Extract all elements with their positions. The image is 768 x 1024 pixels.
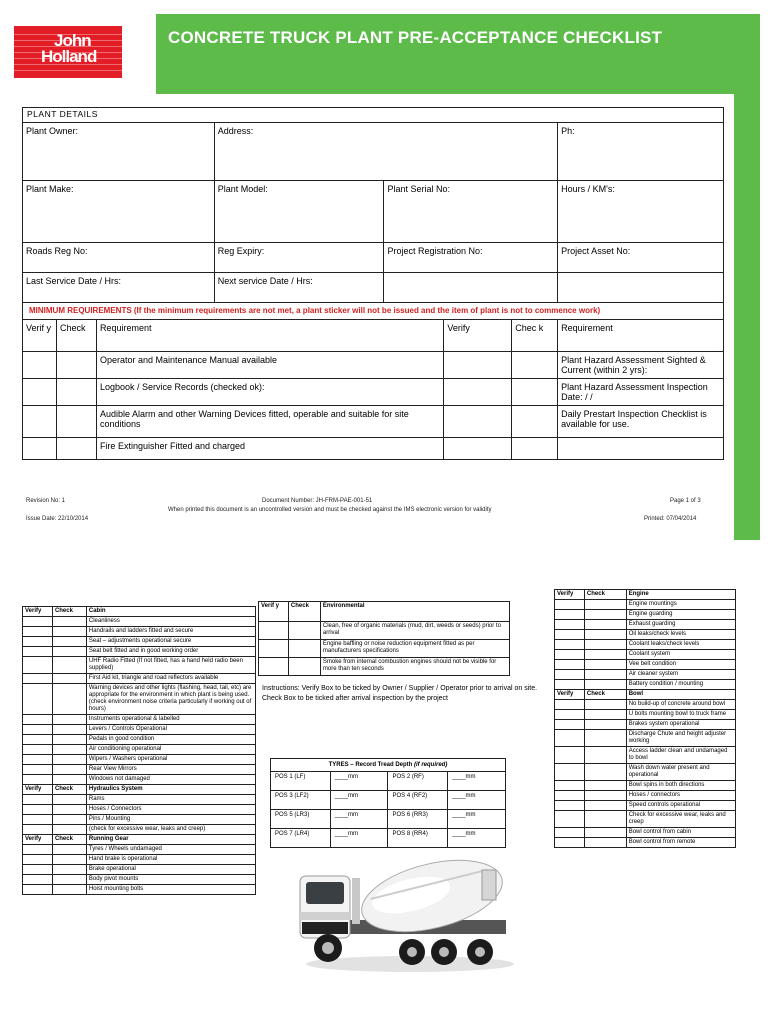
section-header-row <box>23 785 256 795</box>
section-header-row <box>23 607 256 617</box>
revision-number: Revision No: 1 <box>26 498 66 504</box>
table-row <box>555 630 736 640</box>
col-check: Check <box>52 785 86 795</box>
check-checkbox[interactable] <box>52 684 86 715</box>
document-number: Document Number: JH-FRM-PAE-001-51 <box>262 498 373 504</box>
check-checkbox[interactable] <box>52 885 86 895</box>
table-row <box>23 657 256 674</box>
verify-checkbox[interactable] <box>555 600 585 610</box>
col-check: Check <box>56 320 96 352</box>
check-checkbox[interactable] <box>512 438 558 460</box>
verify-checkbox[interactable] <box>23 745 53 755</box>
tyre-pos-label: POS 5 (LR3) <box>271 810 331 829</box>
page-title: CONCRETE TRUCK PLANT PRE-ACCEPTANCE CHECKLIST <box>168 28 663 47</box>
col-verify-2: Verify <box>444 320 512 352</box>
table-row <box>23 775 256 785</box>
tyre-pos-label: POS 2 (RF) <box>388 772 448 791</box>
table-row <box>23 674 256 684</box>
requirement-item: Daily Prestart Inspection Checklist is available for use. <box>558 406 724 438</box>
list-item: Warning devices and other lights (flashing, head, tail, etc) are appropriate for the environment in which plant is being used. (check environment noise criteria particularly if working out of hours) <box>86 684 255 715</box>
list-item: Battery condition / mounting <box>626 680 735 690</box>
list-item: Brakes system operational <box>626 720 735 730</box>
section-header-row <box>555 590 736 600</box>
cabin-checklist-table <box>22 606 256 895</box>
check-checkbox[interactable] <box>584 828 626 838</box>
next-service-field[interactable]: Next service Date / Hrs: <box>214 273 384 303</box>
list-item: Vee belt condition <box>626 660 735 670</box>
reg-expiry-field[interactable]: Reg Expiry: <box>214 243 384 273</box>
table-row <box>23 855 256 865</box>
col-verify: Verif y <box>259 602 289 622</box>
verify-checkbox[interactable] <box>23 725 53 735</box>
tyre-depth-field[interactable]: ____mm <box>448 791 506 810</box>
requirement-item: Plant Hazard Assessment Sighted & Current (within 2 yrs): <box>558 352 724 379</box>
col-verify: Verify <box>555 590 585 600</box>
table-row <box>555 828 736 838</box>
hours-field[interactable]: Hours / KM's: <box>558 181 724 243</box>
list-item: Exhaust guarding <box>626 620 735 630</box>
list-item: Smoke from internal combustion engines should not be visible for more than ten seconds <box>320 658 509 676</box>
blank-field-1[interactable] <box>384 273 558 303</box>
check-checkbox[interactable] <box>52 725 86 735</box>
table-row <box>23 725 256 735</box>
list-item: Engine mountings <box>626 600 735 610</box>
list-item: Tyres / Wheels undamaged <box>86 845 255 855</box>
check-checkbox[interactable] <box>584 710 626 720</box>
col-check: Check <box>52 835 86 845</box>
section-header-row <box>555 690 736 700</box>
verify-checkbox[interactable] <box>555 811 585 828</box>
requirement-item: Plant Hazard Assessment Inspection Date: / / <box>558 379 724 406</box>
check-checkbox[interactable] <box>512 406 558 438</box>
check-checkbox[interactable] <box>52 627 86 637</box>
check-checkbox[interactable] <box>584 747 626 764</box>
col-check: Check <box>288 602 320 622</box>
verify-checkbox[interactable] <box>555 710 585 720</box>
verify-checkbox[interactable] <box>555 730 585 747</box>
list-item: Wipers / Washers operational <box>86 755 255 765</box>
tyre-depth-field[interactable]: ____mm <box>330 829 388 848</box>
check-checkbox[interactable] <box>52 745 86 755</box>
verify-checkbox[interactable] <box>23 795 53 805</box>
table-row <box>23 647 256 657</box>
plant-details-table <box>22 107 724 460</box>
verify-checkbox[interactable] <box>555 781 585 791</box>
table-row <box>555 838 736 848</box>
side-accent-bar <box>734 94 760 540</box>
verify-checkbox[interactable] <box>23 637 53 647</box>
list-item: Brake operational <box>86 865 255 875</box>
verify-checkbox[interactable] <box>555 791 585 801</box>
tyre-pos-label: POS 1 (LF) <box>271 772 331 791</box>
verify-checkbox[interactable] <box>555 838 585 848</box>
table-row <box>555 610 736 620</box>
plant-make-field[interactable]: Plant Make: <box>23 181 215 243</box>
table-row <box>23 637 256 647</box>
table-row <box>555 620 736 630</box>
section-title: Cabin <box>86 607 255 617</box>
verify-checkbox[interactable] <box>23 825 53 835</box>
table-row <box>555 650 736 660</box>
list-item: No build-up of concrete around bowl <box>626 700 735 710</box>
tyres-heading <box>271 759 506 772</box>
verify-checkbox[interactable] <box>23 805 53 815</box>
verify-checkbox[interactable] <box>23 775 53 785</box>
verify-checkbox[interactable] <box>444 352 512 379</box>
engine-bowl-table <box>554 589 736 848</box>
check-checkbox[interactable] <box>584 680 626 690</box>
check-checkbox[interactable] <box>288 622 320 640</box>
list-item: Windows not damaged <box>86 775 255 785</box>
list-item: Air conditioning operational <box>86 745 255 755</box>
tyre-depth-field[interactable]: ____mm <box>448 772 506 791</box>
check-checkbox[interactable] <box>52 765 86 775</box>
table-row <box>23 765 256 775</box>
check-checkbox[interactable] <box>52 674 86 684</box>
section-header-row <box>23 835 256 845</box>
list-item: Seat – adjustments operational secure <box>86 637 255 647</box>
last-service-field[interactable]: Last Service Date / Hrs: <box>23 273 215 303</box>
check-checkbox[interactable] <box>584 781 626 791</box>
verify-checkbox[interactable] <box>555 650 585 660</box>
table-row <box>555 660 736 670</box>
check-checkbox[interactable] <box>52 845 86 855</box>
table-row <box>23 885 256 895</box>
list-item: Levers / Controls Operational <box>86 725 255 735</box>
check-checkbox[interactable] <box>56 352 96 379</box>
table-row <box>555 670 736 680</box>
printed-date: Printed: 07/04/2014 <box>644 516 697 522</box>
table-row <box>555 680 736 690</box>
check-checkbox[interactable] <box>584 610 626 620</box>
check-checkbox[interactable] <box>52 715 86 725</box>
check-checkbox[interactable] <box>52 825 86 835</box>
plant-model-field[interactable]: Plant Model: <box>214 181 384 243</box>
plant-owner-field[interactable]: Plant Owner: <box>23 123 215 181</box>
section-title: Bowl <box>626 690 735 700</box>
list-item: Bowl control from cabin <box>626 828 735 838</box>
list-item: Coolant system <box>626 650 735 660</box>
verify-checkbox[interactable] <box>555 670 585 680</box>
list-item: Coolant leaks/check levels <box>626 640 735 650</box>
tyres-table <box>270 758 506 848</box>
list-item: Hand brake is operational <box>86 855 255 865</box>
table-row <box>23 684 256 715</box>
table-row <box>555 600 736 610</box>
verify-checkbox[interactable] <box>23 875 53 885</box>
list-item: Clean, free of organic materials (mud, dirt, weeds or seeds) prior to arrival <box>320 622 509 640</box>
tyre-depth-field[interactable]: ____mm <box>330 791 388 810</box>
check-checkbox[interactable] <box>512 352 558 379</box>
tyre-pos-label: POS 8 (RR4) <box>388 829 448 848</box>
list-item: Handrails and ladders fitted and secure <box>86 627 255 637</box>
title-banner <box>156 14 760 94</box>
check-checkbox[interactable] <box>584 791 626 801</box>
logo-line-2: Holland <box>41 47 97 66</box>
list-item: Bowl spins in both directions <box>626 781 735 791</box>
check-checkbox[interactable] <box>52 617 86 627</box>
verify-checkbox[interactable] <box>555 610 585 620</box>
verify-checkbox[interactable] <box>555 660 585 670</box>
address-field[interactable]: Address: <box>214 123 557 181</box>
company-logo <box>14 26 122 78</box>
check-checkbox[interactable] <box>584 764 626 781</box>
instructions-text: Instructions: Verify Box to be ticked by Owner / Supplier / Operator prior to arrival on site. Check Box to be ticked after arrival inspection by the project <box>262 685 538 702</box>
col-verify: Verify <box>23 835 53 845</box>
check-checkbox[interactable] <box>52 647 86 657</box>
check-checkbox[interactable] <box>56 406 96 438</box>
requirement-item: Logbook / Service Records (checked ok): <box>96 379 443 406</box>
table-row <box>23 805 256 815</box>
plant-details-heading: PLANT DETAILS <box>23 108 724 123</box>
verify-checkbox[interactable] <box>23 855 53 865</box>
minimum-requirements-heading: MINIMUM REQUIREMENTS (If the minimum requirements are not met, a plant sticker will not be issued and the item of plant is not to commence work) <box>23 303 724 320</box>
list-item: Rams <box>86 795 255 805</box>
list-item: Rear View Mirrors <box>86 765 255 775</box>
requirement-item: Fire Extinguisher Fitted and charged <box>96 438 443 460</box>
verify-checkbox[interactable] <box>444 438 512 460</box>
table-row <box>555 720 736 730</box>
verify-checkbox[interactable] <box>555 620 585 630</box>
verify-checkbox[interactable] <box>555 747 585 764</box>
col-requirement: Requirement <box>96 320 443 352</box>
table-row <box>23 735 256 745</box>
list-item: Pedals in good condition <box>86 735 255 745</box>
list-item: Access ladder clean and undamaged to bowl <box>626 747 735 764</box>
list-item: (check for excessive wear, leaks and creep) <box>86 825 255 835</box>
check-checkbox[interactable] <box>584 720 626 730</box>
list-item: Air cleaner system <box>626 670 735 680</box>
check-checkbox[interactable] <box>52 805 86 815</box>
blank-field-2[interactable] <box>558 273 724 303</box>
check-checkbox[interactable] <box>288 658 320 676</box>
verify-checkbox[interactable] <box>23 627 53 637</box>
verify-checkbox[interactable] <box>555 720 585 730</box>
check-checkbox[interactable] <box>512 379 558 406</box>
list-item: First Aid kit, triangle and road reflectors available <box>86 674 255 684</box>
verify-checkbox[interactable] <box>555 764 585 781</box>
table-row <box>23 715 256 725</box>
check-checkbox[interactable] <box>584 650 626 660</box>
table-row <box>23 825 256 835</box>
roads-reg-field[interactable]: Roads Reg No: <box>23 243 215 273</box>
tyre-pos-label: POS 3 (LF2) <box>271 791 331 810</box>
table-row <box>555 801 736 811</box>
check-checkbox[interactable] <box>52 815 86 825</box>
verify-checkbox[interactable] <box>23 815 53 825</box>
verify-checkbox[interactable] <box>23 684 53 715</box>
col-verify: Verify <box>23 607 53 617</box>
check-checkbox[interactable] <box>584 620 626 630</box>
verify-checkbox[interactable] <box>259 640 289 658</box>
verify-checkbox[interactable] <box>555 700 585 710</box>
verify-checkbox[interactable] <box>23 647 53 657</box>
check-checkbox[interactable] <box>584 700 626 710</box>
section-title: Running Gear <box>86 835 255 845</box>
tyres-title: TYRES – Record Tread Depth <box>328 762 413 768</box>
list-item: Instruments operational & labelled <box>86 715 255 725</box>
list-item: UHF Radio Fitted (If not fitted, has a hand held radio been supplied) <box>86 657 255 674</box>
tyre-depth-field[interactable]: ____mm <box>448 810 506 829</box>
col-verify: Verify <box>555 690 585 700</box>
check-checkbox[interactable] <box>52 657 86 674</box>
plant-serial-field[interactable]: Plant Serial No: <box>384 181 558 243</box>
verify-checkbox[interactable] <box>23 865 53 875</box>
table-row <box>23 745 256 755</box>
verify-checkbox[interactable] <box>23 845 53 855</box>
verify-checkbox[interactable] <box>555 640 585 650</box>
section-title: Hydraulics System <box>86 785 255 795</box>
check-checkbox[interactable] <box>52 795 86 805</box>
table-row <box>555 700 736 710</box>
list-item: Cleanliness <box>86 617 255 627</box>
col-check: Check <box>584 690 626 700</box>
tyres-title-note: (if required) <box>414 762 448 768</box>
check-checkbox[interactable] <box>56 379 96 406</box>
table-row <box>555 710 736 720</box>
tyre-depth-field[interactable]: ____mm <box>448 829 506 848</box>
table-row <box>555 781 736 791</box>
verify-checkbox[interactable] <box>23 755 53 765</box>
table-row <box>555 747 736 764</box>
verify-checkbox[interactable] <box>555 828 585 838</box>
environmental-table <box>258 601 510 676</box>
list-item: Hoist mounting bolts <box>86 885 255 895</box>
verify-checkbox[interactable] <box>23 765 53 775</box>
check-checkbox[interactable] <box>52 755 86 765</box>
project-registration-field[interactable]: Project Registration No: <box>384 243 558 273</box>
list-item: Body pivot mounts <box>86 875 255 885</box>
verify-checkbox[interactable] <box>259 622 289 640</box>
col-check: Check <box>52 607 86 617</box>
table-row <box>555 764 736 781</box>
table-row <box>23 815 256 825</box>
verify-checkbox[interactable] <box>23 715 53 725</box>
verify-checkbox[interactable] <box>23 657 53 674</box>
check-checkbox[interactable] <box>584 660 626 670</box>
page-number: Page 1 of 3 <box>670 498 701 504</box>
list-item: Discharge Chute and height adjuster working <box>626 730 735 747</box>
check-checkbox[interactable] <box>584 730 626 747</box>
table-row <box>23 755 256 765</box>
verify-checkbox[interactable] <box>259 658 289 676</box>
check-checkbox[interactable] <box>52 775 86 785</box>
concrete-truck-image <box>292 848 518 976</box>
tyre-pos-label: POS 7 (LR4) <box>271 829 331 848</box>
table-row <box>555 730 736 747</box>
table-row <box>555 640 736 650</box>
table-row <box>23 875 256 885</box>
check-checkbox[interactable] <box>52 865 86 875</box>
verify-checkbox[interactable] <box>555 630 585 640</box>
printed-note: When printed this document is an uncontrolled version and must be checked against the IMS electronic version for validity <box>168 507 492 513</box>
list-item: Hoses / connectors <box>626 791 735 801</box>
tyre-pos-label: POS 4 (RF2) <box>388 791 448 810</box>
list-item: Wash down water present and operational <box>626 764 735 781</box>
list-item: Pins / Mounting <box>86 815 255 825</box>
table-row <box>23 845 256 855</box>
list-item: Oil leaks/check levels <box>626 630 735 640</box>
verify-checkbox[interactable] <box>23 379 57 406</box>
col-check-2: Chec k <box>512 320 558 352</box>
requirement-item: Audible Alarm and other Warning Devices fitted, operable and suitable for site conditions <box>96 406 443 438</box>
tyre-depth-field[interactable]: ____mm <box>330 772 388 791</box>
table-row <box>23 617 256 627</box>
table-row <box>555 811 736 828</box>
list-item: Hoses / Connectors <box>86 805 255 815</box>
requirement-item: Operator and Maintenance Manual available <box>96 352 443 379</box>
verify-checkbox[interactable] <box>23 352 57 379</box>
col-check: Check <box>584 590 626 600</box>
table-row <box>23 865 256 875</box>
issue-date: Issue Date: 22/10/2014 <box>26 516 89 522</box>
check-checkbox[interactable] <box>584 838 626 848</box>
check-checkbox[interactable] <box>584 670 626 680</box>
col-verify: Verif y <box>23 320 57 352</box>
section-title: Engine <box>626 590 735 600</box>
table-row <box>555 791 736 801</box>
list-item: Seat belt fitted and in good working order <box>86 647 255 657</box>
verify-checkbox[interactable] <box>23 885 53 895</box>
verify-checkbox[interactable] <box>444 379 512 406</box>
list-item: Check for excessive wear, leaks and creep <box>626 811 735 828</box>
logo-line-1: John <box>54 31 91 50</box>
verify-checkbox[interactable] <box>555 801 585 811</box>
verify-checkbox[interactable] <box>23 674 53 684</box>
table-row <box>23 795 256 805</box>
phone-field[interactable]: Ph: <box>558 123 724 181</box>
verify-checkbox[interactable] <box>23 438 57 460</box>
requirement-item <box>558 438 724 460</box>
verify-checkbox[interactable] <box>555 680 585 690</box>
verify-checkbox[interactable] <box>444 406 512 438</box>
section-title: Environmental <box>320 602 509 622</box>
check-checkbox[interactable] <box>52 735 86 745</box>
check-checkbox[interactable] <box>584 801 626 811</box>
tyre-pos-label: POS 6 (RR3) <box>388 810 448 829</box>
check-checkbox[interactable] <box>584 600 626 610</box>
check-checkbox[interactable] <box>584 811 626 828</box>
check-checkbox[interactable] <box>584 640 626 650</box>
verify-checkbox[interactable] <box>23 735 53 745</box>
list-item: Bowl control from remote <box>626 838 735 848</box>
list-item: U bolts mounting bowl to truck frame <box>626 710 735 720</box>
table-row <box>23 627 256 637</box>
col-verify: Verify <box>23 785 53 795</box>
list-item: Engine baffling or noise reduction equipment fitted as per manufacturers specifications <box>320 640 509 658</box>
list-item: Speed controls operational <box>626 801 735 811</box>
check-checkbox[interactable] <box>288 640 320 658</box>
check-checkbox[interactable] <box>584 630 626 640</box>
check-checkbox[interactable] <box>52 637 86 647</box>
verify-checkbox[interactable] <box>23 617 53 627</box>
col-requirement-2: Requirement <box>558 320 724 352</box>
list-item: Engine guarding <box>626 610 735 620</box>
check-checkbox[interactable] <box>52 875 86 885</box>
check-checkbox[interactable] <box>52 855 86 865</box>
check-checkbox[interactable] <box>56 438 96 460</box>
project-asset-field[interactable]: Project Asset No: <box>558 243 724 273</box>
tyre-depth-field[interactable]: ____mm <box>330 810 388 829</box>
verify-checkbox[interactable] <box>23 406 57 438</box>
